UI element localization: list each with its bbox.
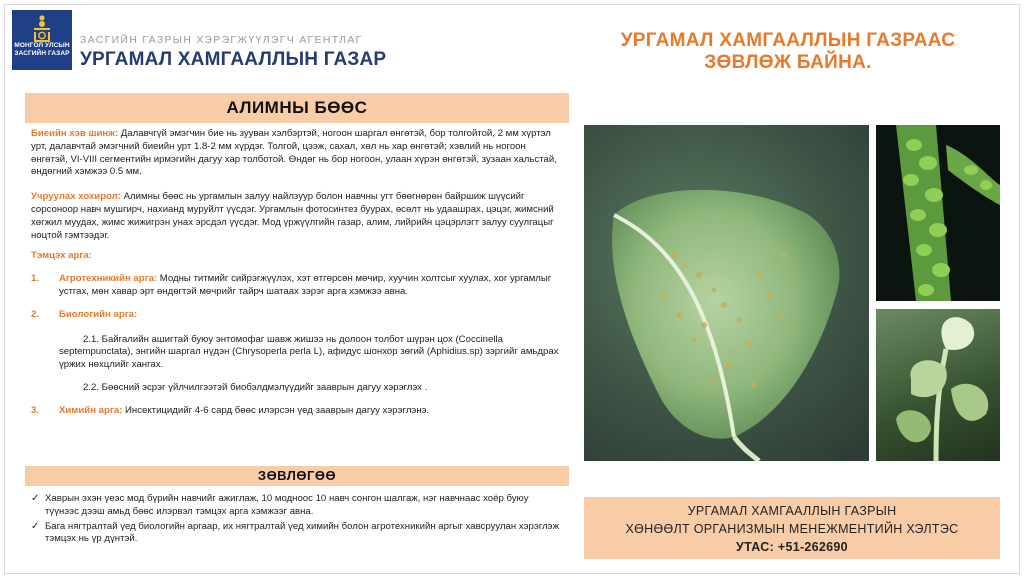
right-title-line-1: УРГАМАЛ ХАМГААЛЛЫН ГАЗРААС bbox=[620, 30, 956, 51]
agency-subtitle: ЗАСГИЙН ГАЗРЫН ХЭРЭГЖҮҮЛЭГЧ АГЕНТЛАГ bbox=[80, 34, 363, 46]
right-title-line-2: ЗӨВЛӨЖ БАЙНА. bbox=[704, 52, 872, 73]
damage-paragraph bbox=[31, 191, 565, 242]
curled-leaves-illustration bbox=[876, 309, 1000, 461]
appearance-text: Далавчгүй эмэгчин бие нь зууван хэлбэртэй, ногоон шаргал өнгөтэй, бор толгойтой, 2 мм хүртэл урт, далавчтай эмэгчний биеийн урт 1.8-2 мм хүрдэг. Толгой, цээж, сахал, хөл нь хар өнгөтэй; хэвлий нь ногоон өнгөтэй, VI-VIII сегментийн ирмэгийн дагуу хар толботой. Өндөг нь бор ногоон, улаан хүрэн өнгөтэй, зузаан хальстай, өндөгний хэмжээ 0.5 мм. bbox=[31, 128, 557, 178]
advice-text-1: Хаврын эхэн үеэс мод бүрийн навчийг ажиглаж, 10 модноос 10 навч сонгон шалгаж, нэг навчнаас хоёр буюу түүнээс дээш амьд бөөс илэрвэл тэмцэх арга хэмжээг авна. bbox=[45, 493, 529, 517]
right-title bbox=[583, 30, 993, 74]
emblem-line-1: МОНГОЛ УЛСЫН bbox=[14, 42, 70, 49]
stem-aphid-photo bbox=[876, 125, 1000, 301]
damage-text: Алимны бөөс нь ургамлын залуу найлзуур болон навчны угт бөөгнөрөн байршиж шүүсийг сорсоноор навч мушгирч, нахианд муруйлт үүсдэг. Ургамлын фотосинтез буурах, өсөлт нь удаашрах, цэцэг, жимсний хөгжил муудах, жимс жижигрэн унах эрсдэл үүсдэг. Мод үржүүлгийн газар, алим, лийрийн цэцэрлэгт залуу суулгацыг ноцтой гэмтээдэг. bbox=[31, 191, 554, 241]
page-title: АЛИМНЫ БӨӨС bbox=[25, 93, 569, 123]
leaf-aphid-photo bbox=[584, 125, 869, 461]
appearance-paragraph bbox=[31, 128, 565, 179]
advice-item bbox=[31, 521, 565, 547]
leaf-illustration bbox=[584, 125, 869, 461]
method-3-text: Инсектицидийг 4-6 сард бөөс илэрсэн үед зааврын дагуу хэрэглэнэ. bbox=[122, 404, 430, 416]
damage-label: Учруулах хохирол: bbox=[31, 191, 121, 203]
curled-leaves-photo bbox=[876, 309, 1000, 461]
method-1-number: 1. bbox=[31, 273, 40, 285]
method-1-body bbox=[59, 273, 565, 299]
government-emblem bbox=[12, 10, 72, 70]
advice-text-2: Бага нягтралтай үед биологийн аргаар, их нягтралтай үед химийн болон агротехникийн аргыг хавсруулан хэрэглэж тэмцэх нь үр дүнтэй. bbox=[45, 520, 559, 545]
advice-item bbox=[31, 493, 565, 519]
advice-list bbox=[31, 493, 565, 548]
method-3-body bbox=[59, 405, 565, 418]
method-3-number: 3. bbox=[31, 404, 40, 416]
footer-line-1: УРГАМАЛ ХАМГААЛЛЫН ГАЗРЫН bbox=[687, 504, 897, 518]
contact-footer bbox=[584, 497, 1000, 559]
method-2-sub-1: 2.1. Байгалийн ашигтай буюу энтомофаг шавж жишээ нь долоон толбот шүрэн цох (Coccinella septempunctata), энгийн шаргал нүдэн (Chrysoperla perla L), афидус шонхор зөгий (Aphidius.sp) зэргийг амьдрах үржих нөхцлийг хангах. bbox=[59, 333, 559, 371]
method-1-text: Модны титмийг сийрэгжүүлэх, хэт өтгөрсөн мөчир, хуучин холтсыг хуулах, хог ургамлыг устгах, мөн хавар эрт өндөгтэй мөчрийг тайрч шатаах зэрэг арга хэмжээ авна. bbox=[59, 273, 552, 297]
control-methods-heading: Тэмцэх арга: bbox=[31, 250, 92, 262]
method-chemical bbox=[31, 405, 565, 418]
method-1-label: Агротехникийн арга: bbox=[59, 273, 158, 285]
organization-name: УРГАМАЛ ХАМГААЛЛЫН ГАЗАР bbox=[80, 49, 387, 70]
method-biological bbox=[31, 309, 565, 322]
emblem-line-2: ЗАСГИЙН ГАЗАР bbox=[14, 49, 70, 57]
stem-illustration bbox=[876, 125, 1000, 301]
method-2-number: 2. bbox=[31, 308, 40, 320]
footer-line-2: ХӨНӨӨЛТ ОРГАНИЗМЫН МЕНЕЖМЕНТИЙН ХЭЛТЭС bbox=[625, 522, 959, 536]
check-icon: ✓ bbox=[31, 520, 40, 532]
footer-phone: УТАС: +51-262690 bbox=[736, 540, 848, 554]
method-agrotechnical bbox=[31, 273, 565, 299]
method-3-label: Химийн арга: bbox=[59, 404, 123, 416]
soyombo-emblem-icon bbox=[31, 14, 53, 42]
pest-description bbox=[31, 128, 565, 428]
appearance-label: Биеийн хэв шинж: bbox=[31, 128, 119, 139]
method-2-sub-2: 2.2. Бөөсний эсрэг үйлчилгээтэй биобэлдмэлүүдийг зааврын дагуу хэрэглэх . bbox=[83, 381, 428, 393]
advice-heading: ЗӨВЛӨГӨӨ bbox=[25, 466, 569, 486]
method-2-label: Биологийн арга: bbox=[59, 308, 138, 320]
check-icon: ✓ bbox=[31, 493, 40, 504]
